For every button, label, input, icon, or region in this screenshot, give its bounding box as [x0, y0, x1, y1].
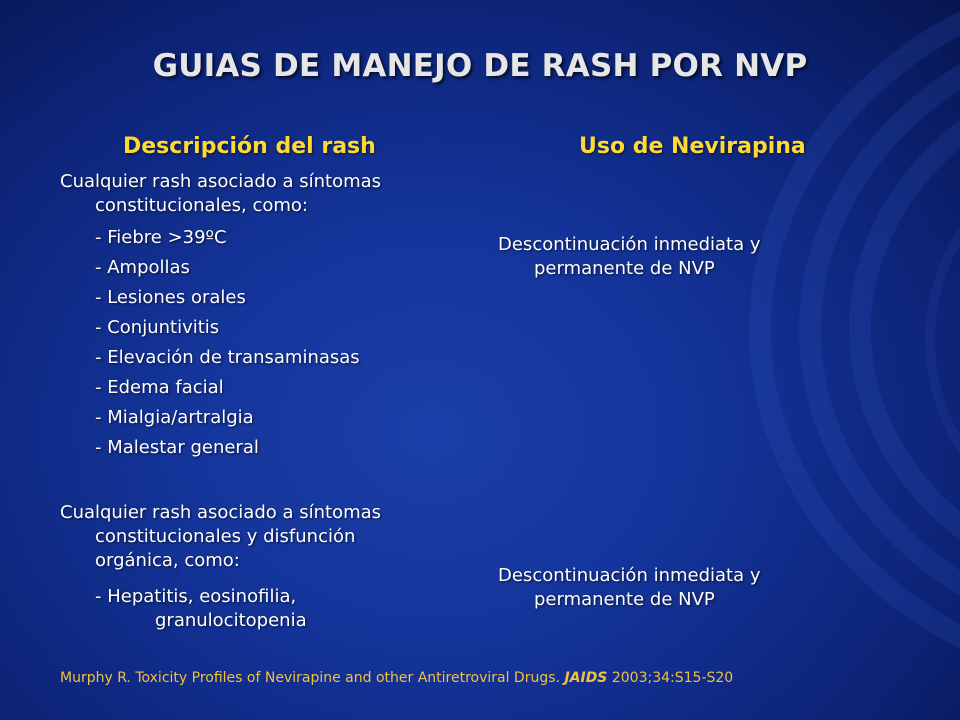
symptom-item: - Malestar general [95, 437, 259, 458]
block2-intro-line3: orgánica, como: [95, 550, 240, 571]
dysfunction-item-line2: granulocitopenia [155, 610, 307, 631]
action2-line2: permanente de NVP [534, 589, 715, 610]
symptom-item: - Fiebre >39ºC [95, 227, 227, 248]
symptom-item: - Lesiones orales [95, 287, 246, 308]
slide-title: GUIAS DE MANEJO DE RASH POR NVP [152, 48, 808, 84]
block2-intro-line1: Cualquier rash asociado a síntomas [60, 502, 382, 523]
symptom-item: - Conjuntivitis [95, 317, 220, 338]
reference-citation: 2003;34:S15-S20 [611, 670, 734, 686]
block2-intro-line2: constitucionales y disfunción [95, 526, 356, 547]
block1-intro-line2: constitucionales, como: [95, 195, 308, 216]
column-header-nevirapine-use: Uso de Nevirapina [579, 134, 806, 159]
symptom-item: - Elevación de transaminasas [95, 347, 360, 368]
block1-intro-line1: Cualquier rash asociado a síntomas [60, 171, 382, 192]
symptom-item: - Mialgia/artralgia [95, 407, 254, 428]
reference-footer [60, 670, 733, 686]
symptom-item: - Ampollas [95, 257, 190, 278]
symptom-item: - Edema facial [95, 377, 224, 398]
column-header-rash-description: Descripción del rash [123, 134, 376, 159]
action1-line2: permanente de NVP [534, 258, 715, 279]
dysfunction-item-line1: - Hepatitis, eosinofilia, [95, 586, 297, 607]
action2-line1: Descontinuación inmediata y [498, 565, 761, 586]
reference-journal: JAIDS [564, 670, 608, 686]
action1-line1: Descontinuación inmediata y [498, 234, 761, 255]
reference-text: Murphy R. Toxicity Profiles of Nevirapine and other Antiretroviral Drugs. [60, 670, 560, 686]
